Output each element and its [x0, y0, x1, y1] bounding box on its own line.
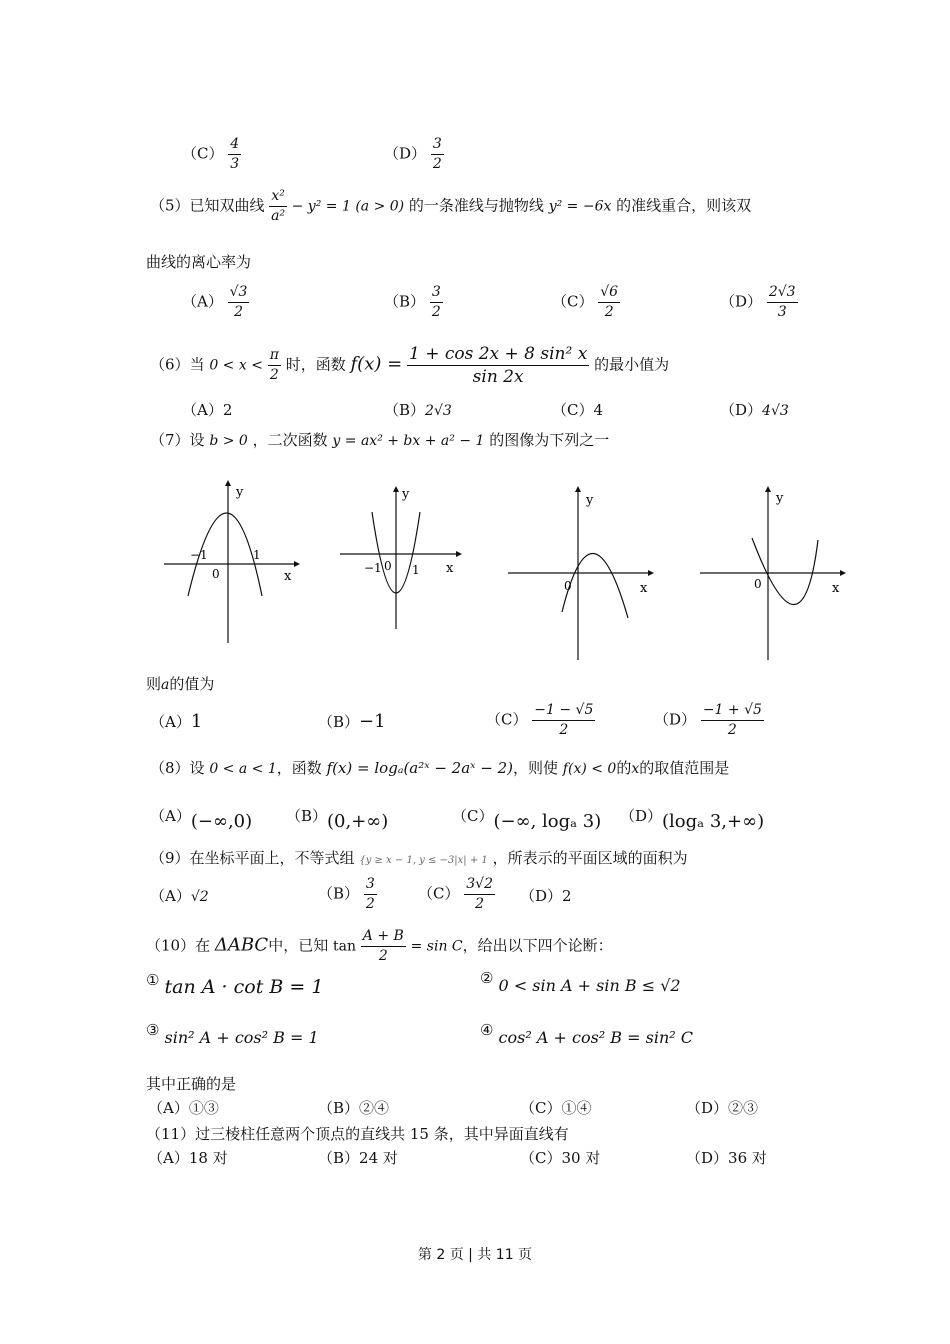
- q8-option-d: [620, 806, 765, 832]
- q10-claim-3-mark: ③: [146, 1021, 160, 1039]
- q10-option-b: [318, 1098, 389, 1118]
- graph-4-curve: [752, 538, 818, 605]
- q6-option-d-value: 4√3: [762, 403, 789, 419]
- q7-option-b-value: −1: [359, 711, 386, 732]
- q6-option-b-value: 2√3: [425, 403, 452, 419]
- q8-option-a-label: （A）: [150, 807, 191, 825]
- q4-option-d: [384, 136, 444, 173]
- q10-claim-2-mark: ②: [480, 969, 494, 987]
- q7-then-prefix: 则: [146, 675, 162, 693]
- q7-option-a-value: 1: [190, 711, 203, 732]
- q9-stem: [150, 848, 688, 871]
- page-footer: 第 2 页 | 共 11 页: [417, 1247, 533, 1263]
- graph-3-x-label: x: [640, 581, 648, 596]
- q6-option-c: [552, 400, 603, 420]
- q8-function: f(x) = logₐ(a²ˣ − 2aˣ − 2): [326, 759, 513, 777]
- graph-4-origin-label: 0: [754, 577, 762, 591]
- q5-option-a-num: √3: [228, 284, 250, 303]
- q7-option-b: [318, 712, 386, 732]
- q4-option-c-label: （C）: [182, 144, 224, 163]
- q10-option-a-value: ①③: [188, 1099, 219, 1117]
- q6-option-c-value: 4: [593, 401, 604, 419]
- q7-graph-4: [698, 484, 850, 664]
- q10-option-b-value: ②④: [359, 1099, 390, 1117]
- q10-tan-post: = sin C: [410, 938, 463, 955]
- q8-mid: ，函数: [276, 759, 322, 777]
- q7-option-a-label: （A）: [150, 713, 191, 731]
- q6-option-d: [720, 400, 789, 421]
- q10-option-d-label: （D）: [686, 1099, 729, 1117]
- q5-option-d-label: （D）: [720, 292, 763, 311]
- q8-option-b-label: （B）: [286, 807, 328, 825]
- q5-stem-line2: 曲线的离心率为: [146, 253, 252, 271]
- q10-claim-2: [480, 969, 681, 995]
- q9-option-b-fraction: [364, 876, 377, 913]
- graph-2-neg1-label: −1: [364, 561, 382, 575]
- q10-claim-1-mark: ①: [146, 971, 160, 989]
- q4-option-c-num: 4: [228, 136, 241, 155]
- graph-1-y-arrow: [225, 480, 231, 486]
- q9-option-c-label: （C）: [418, 884, 460, 903]
- graph-3-y-arrow: [575, 486, 581, 492]
- q11-option-d-label: （D）: [686, 1149, 729, 1167]
- q10-tan-fraction: [361, 928, 406, 965]
- graph-2-y-arrow: [393, 486, 399, 492]
- q8-mid2: ，则使: [513, 759, 559, 777]
- graph-4-y-label: y: [776, 491, 784, 506]
- q5-hyperbola-num: x²: [269, 188, 287, 207]
- q7-then-suffix: 的值为: [169, 675, 215, 693]
- q5-option-d-fraction: [767, 284, 798, 321]
- q6-cond-fraction: [268, 347, 281, 384]
- graph-1-y-label: y: [236, 485, 244, 500]
- q10-option-a-label: （A）: [148, 1099, 189, 1117]
- q8-option-b-value: (0,+∞): [327, 811, 389, 832]
- graph-1-origin-label: 0: [212, 567, 220, 581]
- q5-option-a-fraction: [228, 284, 250, 321]
- q5-option-c-den: 2: [604, 304, 614, 320]
- q5-hyperbola-rest: − y² = 1 (a > 0): [291, 198, 405, 215]
- q7-option-c: [486, 702, 595, 739]
- q7-option-c-den: 2: [559, 722, 569, 738]
- q9-option-d-value: 2: [562, 887, 572, 905]
- q10-tan-den: 2: [378, 948, 388, 964]
- q10-claim-4-mark: ④: [480, 1021, 494, 1039]
- q4-option-c: [182, 136, 241, 173]
- graph-1-x-arrow: [294, 561, 300, 567]
- q5-option-c-num: √6: [598, 284, 620, 303]
- graph-4-x-label: x: [832, 581, 840, 596]
- q8-cond2: f(x) < 0: [562, 761, 617, 777]
- q9-system: {y ≥ x − 1, y ≤ −3|x| + 1: [359, 855, 488, 866]
- q5-option-b-num: 3: [430, 284, 443, 303]
- q5-parabola: y² = −6x: [548, 198, 612, 215]
- q11-option-c: [520, 1148, 600, 1168]
- graph-4-x-arrow: [840, 570, 846, 576]
- graph-1-x-label: x: [284, 569, 292, 584]
- q9-option-d-label: （D）: [520, 887, 563, 905]
- q10-mid: 中，已知: [268, 936, 329, 955]
- q8-var: x: [631, 761, 640, 777]
- q8-option-a: [150, 806, 253, 832]
- q7-function: y = ax² + bx + a² − 1: [332, 433, 485, 449]
- q9-option-a-value: √2: [190, 889, 209, 905]
- q5-mid: 的一条准线与抛物线: [408, 196, 544, 215]
- q5-option-a-den: 2: [234, 304, 243, 320]
- q10-option-b-label: （B）: [318, 1099, 360, 1117]
- q6-stem: [150, 344, 669, 387]
- q10-claim-3: [146, 1021, 319, 1047]
- graph-4-y-arrow: [765, 486, 771, 492]
- q5-stem: [150, 188, 751, 225]
- q11-option-d: [686, 1148, 767, 1168]
- q9-suffix: ，所表示的平面区域的面积为: [492, 849, 688, 867]
- q6-cond-num: π: [268, 347, 281, 366]
- q6-function-fraction: [407, 344, 589, 387]
- q10-option-c-label: （C）: [520, 1099, 562, 1117]
- q9-option-c: [418, 876, 495, 913]
- q11-stem: （11）过三棱柱任意两个顶点的直线共 15 条，其中异面直线有: [146, 1125, 569, 1143]
- q10-option-c-value: ①④: [561, 1099, 592, 1117]
- q6-function-num: 1 + cos 2x + 8 sin² x: [408, 344, 588, 364]
- q6-function-den: sin 2x: [472, 367, 524, 387]
- q5-option-b: [384, 284, 443, 321]
- q5-option-c-fraction: [598, 284, 620, 321]
- q6-cond-pre: 0 < x <: [209, 357, 263, 374]
- q6-option-b-label: （B）: [384, 401, 426, 419]
- q8-option-c-value: (−∞, logₐ 3): [493, 811, 602, 832]
- q6-mid: 时，函数: [285, 355, 346, 374]
- q5-option-a-label: （A）: [182, 292, 223, 311]
- q7-mid: ，二次函数: [252, 431, 328, 449]
- graph-3-origin-label: 0: [564, 579, 572, 593]
- q6-option-d-label: （D）: [720, 401, 763, 419]
- q6-fx: f(x) =: [350, 353, 403, 375]
- q7-option-c-label: （C）: [486, 710, 528, 729]
- q9-option-a-label: （A）: [150, 887, 191, 905]
- q7-option-d-num: −1 + √5: [701, 702, 764, 721]
- q5-suffix: 的准线重合，则该双: [616, 196, 752, 215]
- q5-prefix: （5）已知双曲线: [150, 196, 265, 215]
- q8-prefix: （8）设: [150, 759, 205, 777]
- q9-option-c-fraction: [464, 876, 495, 913]
- q7-option-d-den: 2: [727, 722, 737, 738]
- q9-option-c-den: 2: [475, 896, 485, 912]
- q8-stem: [150, 758, 729, 779]
- q7-option-c-num: −1 − √5: [532, 702, 595, 721]
- graph-2-x-arrow: [456, 551, 462, 557]
- q10-claim-3-text: sin² A + cos² B = 1: [164, 1028, 319, 1047]
- q11-option-b-value: 24 对: [359, 1149, 398, 1167]
- q6-option-a: [182, 400, 232, 420]
- q5-option-b-den: 2: [431, 304, 441, 320]
- q9-option-b-den: 2: [365, 896, 375, 912]
- q6-suffix: 的最小值为: [594, 355, 670, 374]
- q4-option-d-den: 2: [432, 156, 442, 172]
- q7-suffix: 的图像为下列之一: [489, 431, 610, 449]
- q11-option-a: [148, 1148, 228, 1168]
- q11-option-a-label: （A）: [148, 1149, 189, 1167]
- q8-option-c-label: （C）: [452, 807, 494, 825]
- q6-prefix: （6）当: [150, 355, 205, 374]
- q8-option-a-value: (−∞,0): [190, 811, 253, 832]
- q8-mid3: 的: [616, 759, 632, 777]
- q5-hyperbola-fraction: [269, 188, 287, 225]
- q4-option-c-den: 3: [230, 156, 240, 172]
- q10-question: 其中正确的是: [146, 1075, 237, 1093]
- q5-option-b-fraction: [430, 284, 443, 321]
- q11-option-b: [318, 1148, 398, 1168]
- q10-tan-num: A + B: [361, 928, 406, 947]
- q8-suffix: 的取值范围是: [639, 759, 730, 777]
- graph-3-x-arrow: [648, 570, 654, 576]
- q7-then-var: a: [161, 677, 170, 693]
- q5-option-b-label: （B）: [384, 292, 426, 311]
- q4-option-d-fraction: [431, 136, 444, 173]
- graph-3-y-label: y: [586, 493, 594, 508]
- q10-claim-1: [146, 971, 324, 998]
- q10-claim-4-text: cos² A + cos² B = sin² C: [498, 1028, 693, 1047]
- q7-option-c-fraction: [532, 702, 595, 739]
- q8-option-b: [286, 806, 389, 832]
- q5-option-d-num: 2√3: [767, 284, 798, 303]
- q4-option-c-fraction: [228, 136, 241, 173]
- q7-graph-3: [506, 484, 658, 664]
- q6-option-b: [384, 400, 452, 421]
- q10-option-d: [686, 1098, 758, 1118]
- q11-option-c-value: 30 对: [561, 1149, 601, 1167]
- q8-option-c: [452, 806, 602, 832]
- q7-prefix: （7）设: [150, 431, 205, 449]
- q11-option-d-value: 36 对: [728, 1149, 767, 1167]
- graph-1-pos1-label: 1: [253, 548, 261, 562]
- q10-stem: [146, 928, 613, 965]
- q8-option-d-value: (logₐ 3,+∞): [662, 811, 765, 832]
- q10-option-d-value: ②③: [728, 1099, 759, 1117]
- q11-option-b-label: （B）: [318, 1149, 360, 1167]
- graph-2-pos1-label: 1: [412, 563, 420, 577]
- q7-graph-1: [160, 478, 300, 648]
- q10-claim-2-text: 0 < sin A + sin B ≤ √2: [498, 976, 681, 995]
- q6-option-c-label: （C）: [552, 401, 594, 419]
- q7-option-a: [150, 712, 202, 732]
- q10-option-c: [520, 1098, 592, 1118]
- q7-stem: [150, 430, 609, 451]
- q7-cond: b > 0: [209, 433, 248, 449]
- q5-option-d-den: 3: [777, 304, 787, 320]
- q10-suffix: ，给出以下四个论断：: [462, 936, 613, 955]
- q7-option-d: [654, 702, 764, 739]
- q10-triangle: ΔABC: [214, 934, 269, 956]
- graph-1-neg1-label: −1: [190, 548, 208, 562]
- graph-2-y-label: y: [402, 487, 410, 502]
- graph-2-origin-label: 0: [384, 559, 392, 573]
- q9-option-b-num: 3: [364, 876, 377, 895]
- q9-prefix: （9）在坐标平面上，不等式组: [150, 849, 355, 867]
- q6-option-a-value: 2: [222, 401, 233, 419]
- q8-option-d-label: （D）: [620, 807, 663, 825]
- q9-option-b: [318, 876, 377, 913]
- q7-option-d-label: （D）: [654, 710, 697, 729]
- q4-option-d-label: （D）: [384, 144, 427, 163]
- q4-option-d-num: 3: [431, 136, 444, 155]
- q5-option-c: [552, 284, 620, 321]
- q10-claim-4: [480, 1021, 693, 1047]
- q10-claim-1-text: tan A · cot B = 1: [164, 976, 324, 998]
- q7-option-b-label: （B）: [318, 713, 360, 731]
- q6-cond-den: 2: [269, 367, 279, 383]
- q7-graph-2: [336, 484, 466, 634]
- q7-then: [146, 674, 214, 695]
- q5-option-c-label: （C）: [552, 292, 594, 311]
- q10-prefix: （10）在: [146, 936, 211, 955]
- q5-hyperbola-den: a²: [271, 208, 286, 224]
- q10-option-a: [148, 1098, 219, 1118]
- q8-cond: 0 < a < 1: [209, 761, 277, 777]
- q7-option-d-fraction: [701, 702, 764, 739]
- q6-option-a-label: （A）: [182, 401, 223, 419]
- q5-option-d: [720, 284, 798, 321]
- q5-option-a: [182, 284, 249, 321]
- q10-tan: tan: [333, 938, 357, 955]
- q9-option-d: [520, 886, 572, 906]
- q11-option-a-value: 18 对: [188, 1149, 228, 1167]
- q9-option-b-label: （B）: [318, 884, 360, 903]
- q9-option-a: [150, 886, 209, 907]
- q9-option-c-num: 3√2: [464, 876, 495, 895]
- graph-3-curve: [562, 553, 628, 618]
- q11-option-c-label: （C）: [520, 1149, 562, 1167]
- graph-2-x-label: x: [446, 561, 454, 576]
